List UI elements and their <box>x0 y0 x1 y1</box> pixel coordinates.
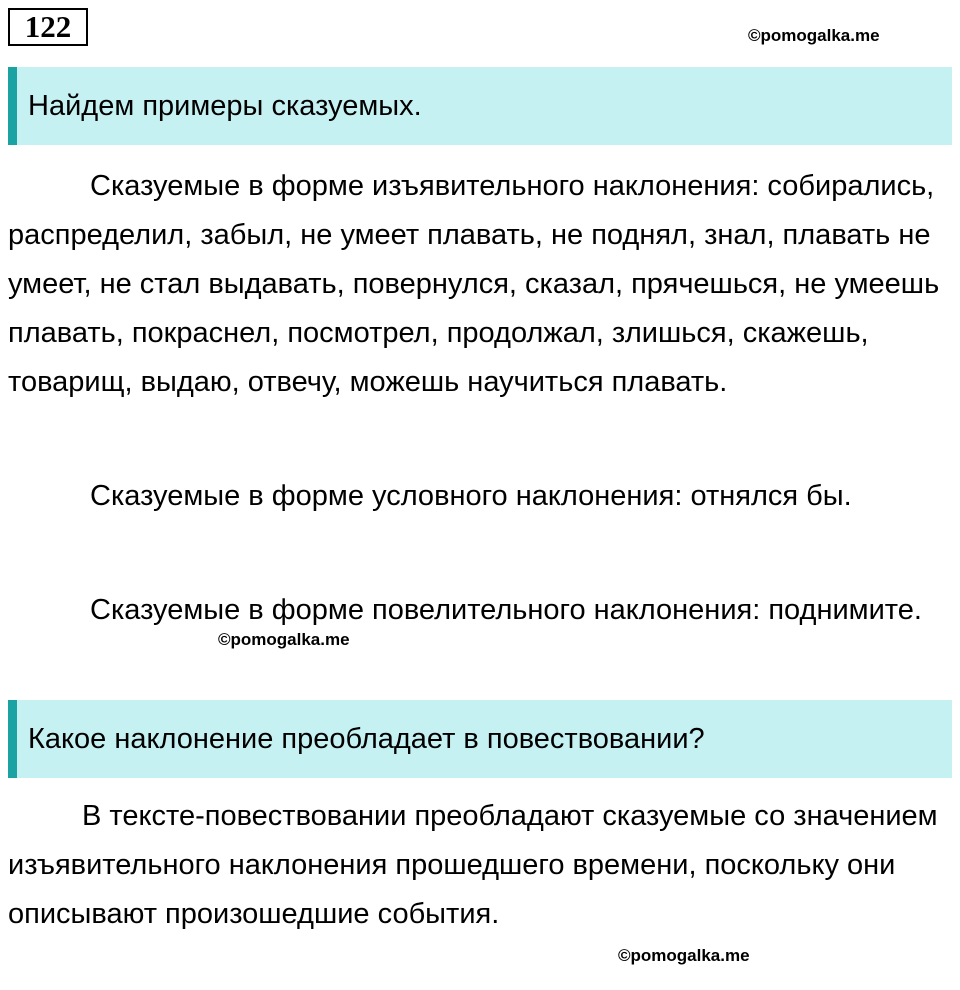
watermark-top: ©pomogalka.me <box>748 26 880 45</box>
watermark-bottom: ©pomogalka.me <box>618 946 750 965</box>
paragraph-indicative-mood: Сказуемые в форме изъявительного наклонения: собирались, распределил, забыл, не умеет плавать, не поднял, знал, плавать не умеет, не стал выдавать, повернулся, сказал, прячешься, не умеешь плавать, покраснел, посмотрел, продолжал, злишься, скажешь, товарищ, выдаю, отвечу, можешь научиться плавать. <box>8 170 940 398</box>
section-heading-question <box>8 700 952 778</box>
section-heading-question-text: Какое наклонение преобладает в повествовании? <box>28 722 705 755</box>
watermark-middle: ©pomogalka.me <box>218 630 350 649</box>
task-number: 122 <box>8 8 88 46</box>
paragraph-imperative-mood: Сказуемые в форме повелительного наклонения: поднимите. <box>90 594 922 626</box>
section-heading-predicates-text: Найдем примеры сказуемых. <box>28 89 422 122</box>
section-heading-predicates <box>8 67 952 145</box>
paragraph-answer: В тексте-повествовании преобладают сказуемые со значением изъявительного наклонения прошедшего времени, поскольку они описывают произошедшие события. <box>8 800 938 930</box>
paragraph-conditional-mood: Сказуемые в форме условного наклонения: отнялся бы. <box>90 480 852 512</box>
